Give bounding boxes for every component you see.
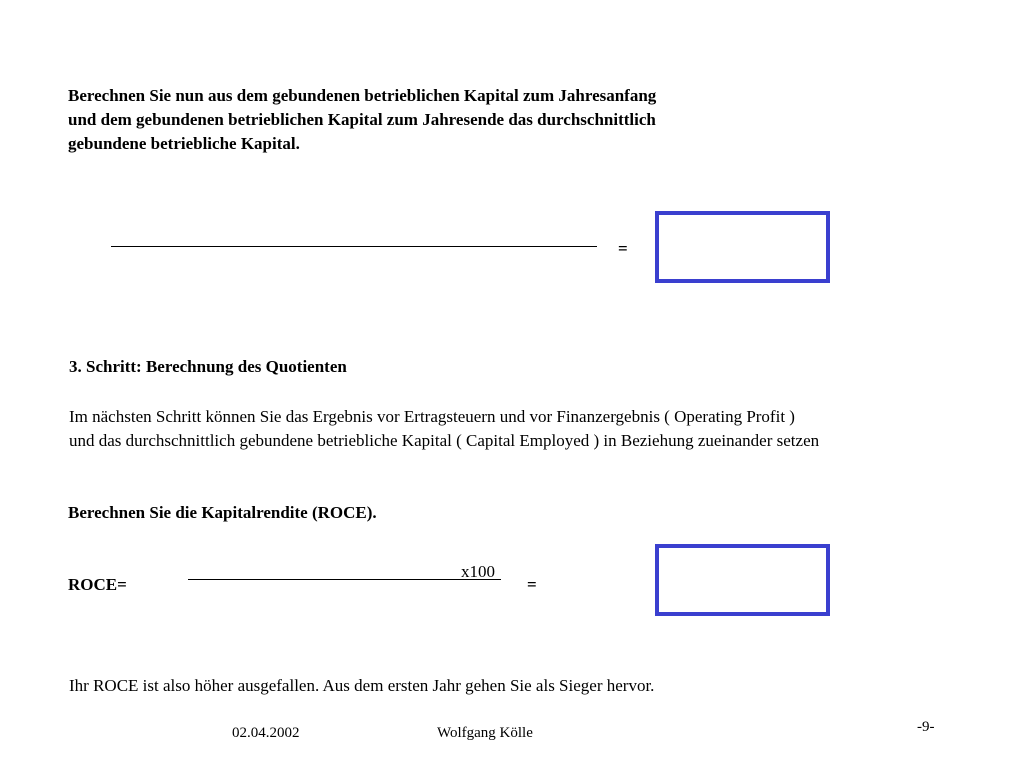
equals-sign-1: = bbox=[618, 239, 628, 258]
conclusion-text: Ihr ROCE ist also höher ausgefallen. Aus dem ersten Jahr gehen Sie als Sieger hervor. bbox=[69, 676, 655, 695]
fraction-line-roce bbox=[188, 579, 501, 580]
step3-paragraph bbox=[69, 405, 819, 453]
fraction-line-average-capital bbox=[111, 246, 597, 247]
answer-box-average-capital[interactable] bbox=[655, 211, 830, 283]
intro-line-1: Berechnen Sie nun aus dem gebundenen betrieblichen Kapital zum Jahresanfang bbox=[68, 86, 657, 105]
roce-label: ROCE= bbox=[68, 575, 127, 594]
intro-line-3: gebundene betriebliche Kapital. bbox=[68, 134, 300, 153]
step3-paragraph-line-1: Im nächsten Schritt können Sie das Ergebnis vor Ertragsteuern und vor Finanzergebnis ( Operating Profit ) bbox=[69, 407, 795, 426]
step3-paragraph-line-2: und das durchschnittlich gebundene betriebliche Kapital ( Capital Employed ) in Beziehung zueinander setzen bbox=[69, 431, 820, 450]
equals-sign-2: = bbox=[527, 575, 537, 594]
footer-author: Wolfgang Kölle bbox=[437, 725, 533, 741]
multiplier-x100: x100 bbox=[461, 562, 495, 581]
roce-task-title: Berechnen Sie die Kapitalrendite (ROCE). bbox=[68, 503, 377, 522]
step3-title: 3. Schritt: Berechnung des Quotienten bbox=[69, 357, 347, 376]
intro-line-2: und dem gebundenen betrieblichen Kapital zum Jahresende das durchschnittlich bbox=[68, 110, 656, 129]
intro-instruction bbox=[68, 84, 788, 156]
answer-box-roce[interactable] bbox=[655, 544, 830, 616]
page-number: -9- bbox=[917, 719, 935, 735]
footer-date: 02.04.2002 bbox=[232, 725, 300, 741]
